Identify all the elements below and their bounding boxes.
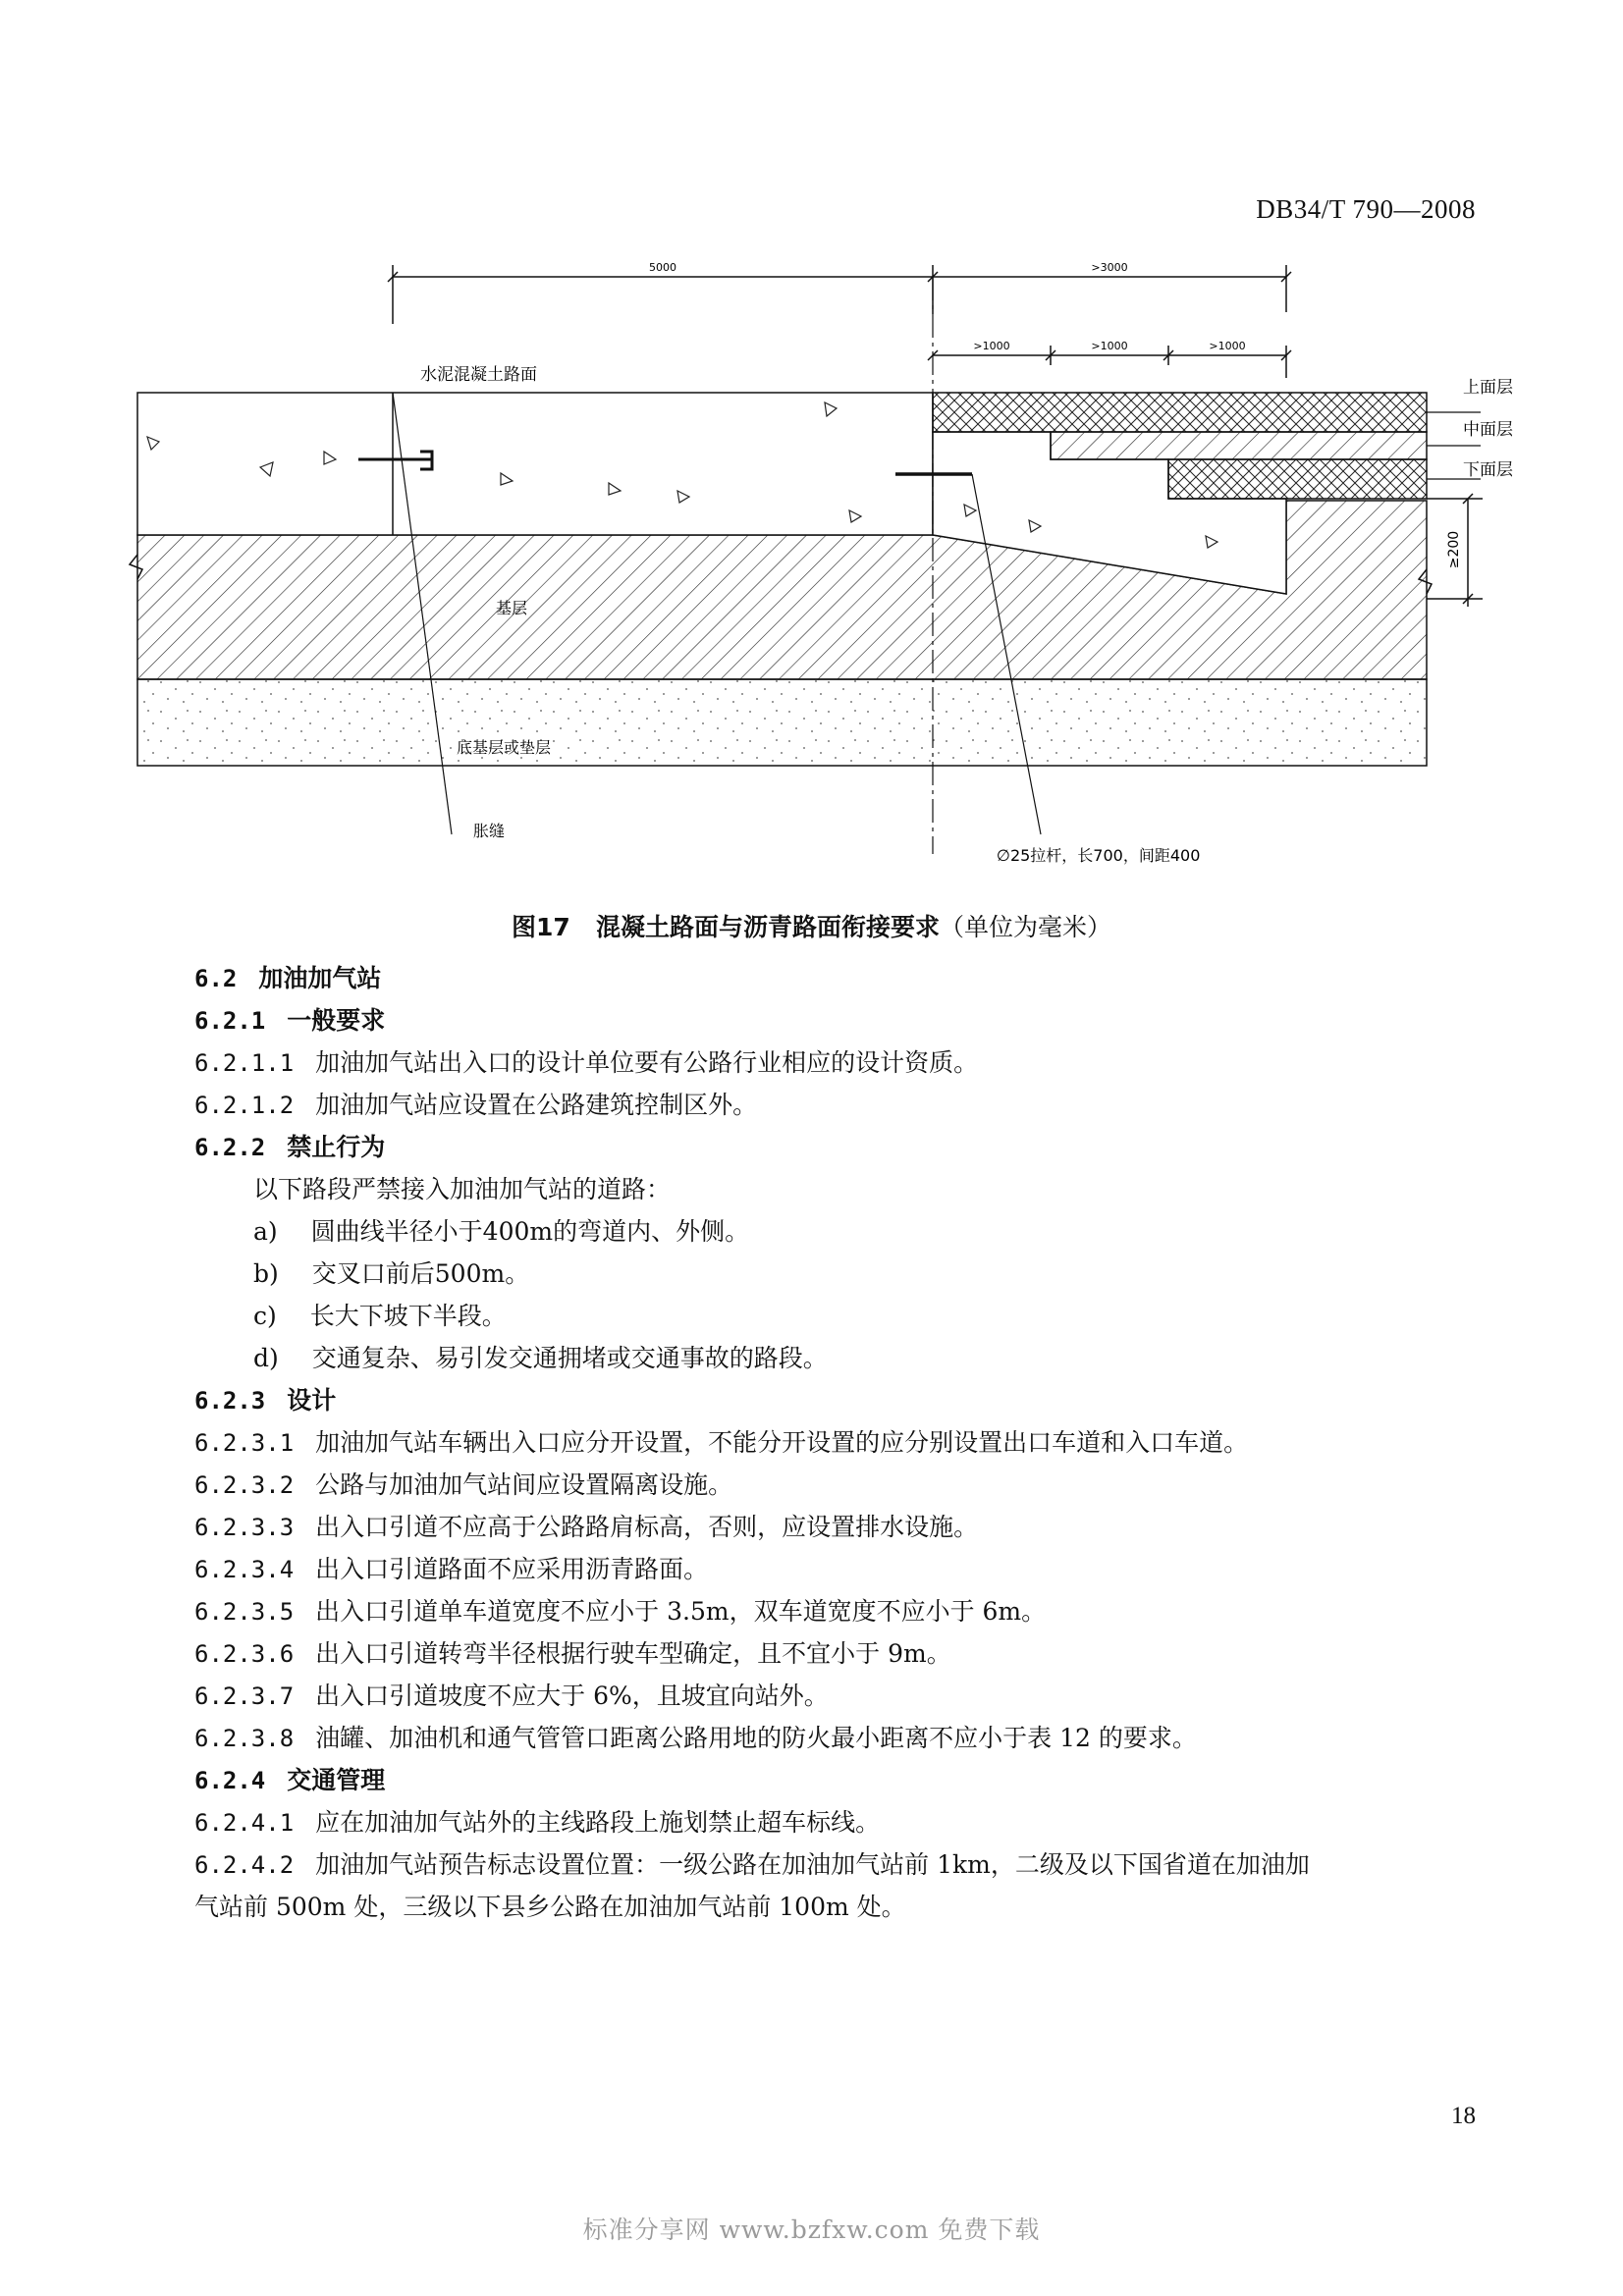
section-heading: 6.2 加油加气站	[194, 964, 382, 992]
clause: 6.2.3.2 公路与加油加气站间应设置隔离设施。	[194, 1470, 733, 1499]
tie-bar-label: ∅25拉杆，长700，间距400	[997, 846, 1201, 865]
dimension-top	[388, 265, 1291, 324]
section-heading: 6.2.4 交通管理	[194, 1766, 386, 1794]
list-item: d) 交通复杂、易引发交通拥堵或交通事故的路段。	[253, 1344, 828, 1372]
clause: 6.2.3.4 出入口引道路面不应采用沥青路面。	[194, 1555, 709, 1583]
dim-1000-a-label: >1000	[973, 340, 1010, 352]
clause: 6.2.4.1 应在加油加气站外的主线路段上施划禁止超车标线。	[194, 1808, 881, 1837]
clause: 6.2.3.6 出入口引道转弯半径根据行驶车型确定，且不宜小于 9m。	[194, 1639, 951, 1668]
section-heading: 6.2.3 设计	[194, 1386, 337, 1415]
middle-layer-label: 中面层	[1463, 420, 1513, 440]
figure-caption-label: 图17	[512, 913, 570, 941]
dim-1000-c-label: >1000	[1209, 340, 1246, 352]
bottom-layer-label: 下面层	[1463, 460, 1513, 480]
section-heading: 6.2.2 禁止行为	[194, 1133, 386, 1161]
top-layer-label: 上面层	[1463, 378, 1513, 398]
clause: 6.2.3.5 出入口引道单车道宽度不应小于 3.5m，双车道宽度不应小于 6m。	[194, 1597, 1047, 1626]
clause: 6.2.1.1 加油加气站出入口的设计单位要有公路行业相应的设计资质。	[194, 1048, 979, 1077]
base-layer-label: 基层	[496, 599, 528, 617]
dim-5000-label: 5000	[649, 261, 676, 274]
dim-200-label: ≥200	[1446, 530, 1462, 569]
clause: 6.2.3.7 出入口引道坡度不应大于 6%，且坡宜向站外。	[194, 1682, 829, 1710]
section-heading: 6.2.1 一般要求	[194, 1006, 386, 1035]
asphalt-bottom-layer	[1168, 459, 1427, 499]
figure-caption-unit: （单位为毫米）	[939, 913, 1111, 941]
subbase-layer	[137, 679, 1427, 766]
expansion-joint-label: 胀缝	[473, 822, 506, 840]
asphalt-middle-layer	[1051, 432, 1427, 459]
subbase-layer-label: 底基层或垫层	[457, 738, 552, 757]
figure-caption	[0, 908, 1623, 943]
clause-continuation: 气站前 500m 处，三级以下县乡公路在加油加气站前 100m 处。	[194, 1893, 906, 1921]
list-item: a) 圆曲线半径小于400m的弯道内、外侧。	[253, 1217, 750, 1246]
intro-text: 以下路段严禁接入加油加气站的道路：	[253, 1175, 672, 1203]
page-number: 18	[1451, 2103, 1476, 2129]
clause: 6.2.3.8 油罐、加油机和通气管管口距离公路用地的防火最小距离不应小于表 12 的要求。	[194, 1724, 1197, 1752]
list-item: b) 交叉口前后500m。	[253, 1259, 530, 1288]
pavement-transition-diagram	[0, 0, 1623, 883]
asphalt-top-layer	[933, 393, 1427, 432]
clause: 6.2.1.2 加油加气站应设置在公路建筑控制区外。	[194, 1091, 758, 1119]
dim-1000-b-label: >1000	[1091, 340, 1128, 352]
clause: 6.2.4.2 加油加气站预告标志设置位置：一级公路在加油加气站前 1km，二级及以下国省道在加油加	[194, 1850, 1310, 1879]
cement-surface-label: 水泥混凝土路面	[420, 365, 537, 385]
clause: 6.2.3.3 出入口引道不应高于公路路肩标高，否则，应设置排水设施。	[194, 1513, 979, 1541]
standard-code: DB34/T 790—2008	[1256, 194, 1476, 224]
list-item: c) 长大下坡下半段。	[253, 1302, 507, 1330]
dim-3000-label: >3000	[1091, 261, 1128, 274]
watermark-text: 标准分享网 www.bzfxw.com 免费下载	[582, 2216, 1041, 2244]
figure-caption-title: 混凝土路面与沥青路面衔接要求	[595, 913, 940, 941]
clause: 6.2.3.1 加油加气站车辆出入口应分开设置，不能分开设置的应分别设置出口车道和入口车道。	[194, 1428, 1249, 1457]
cement-slab	[137, 393, 933, 535]
